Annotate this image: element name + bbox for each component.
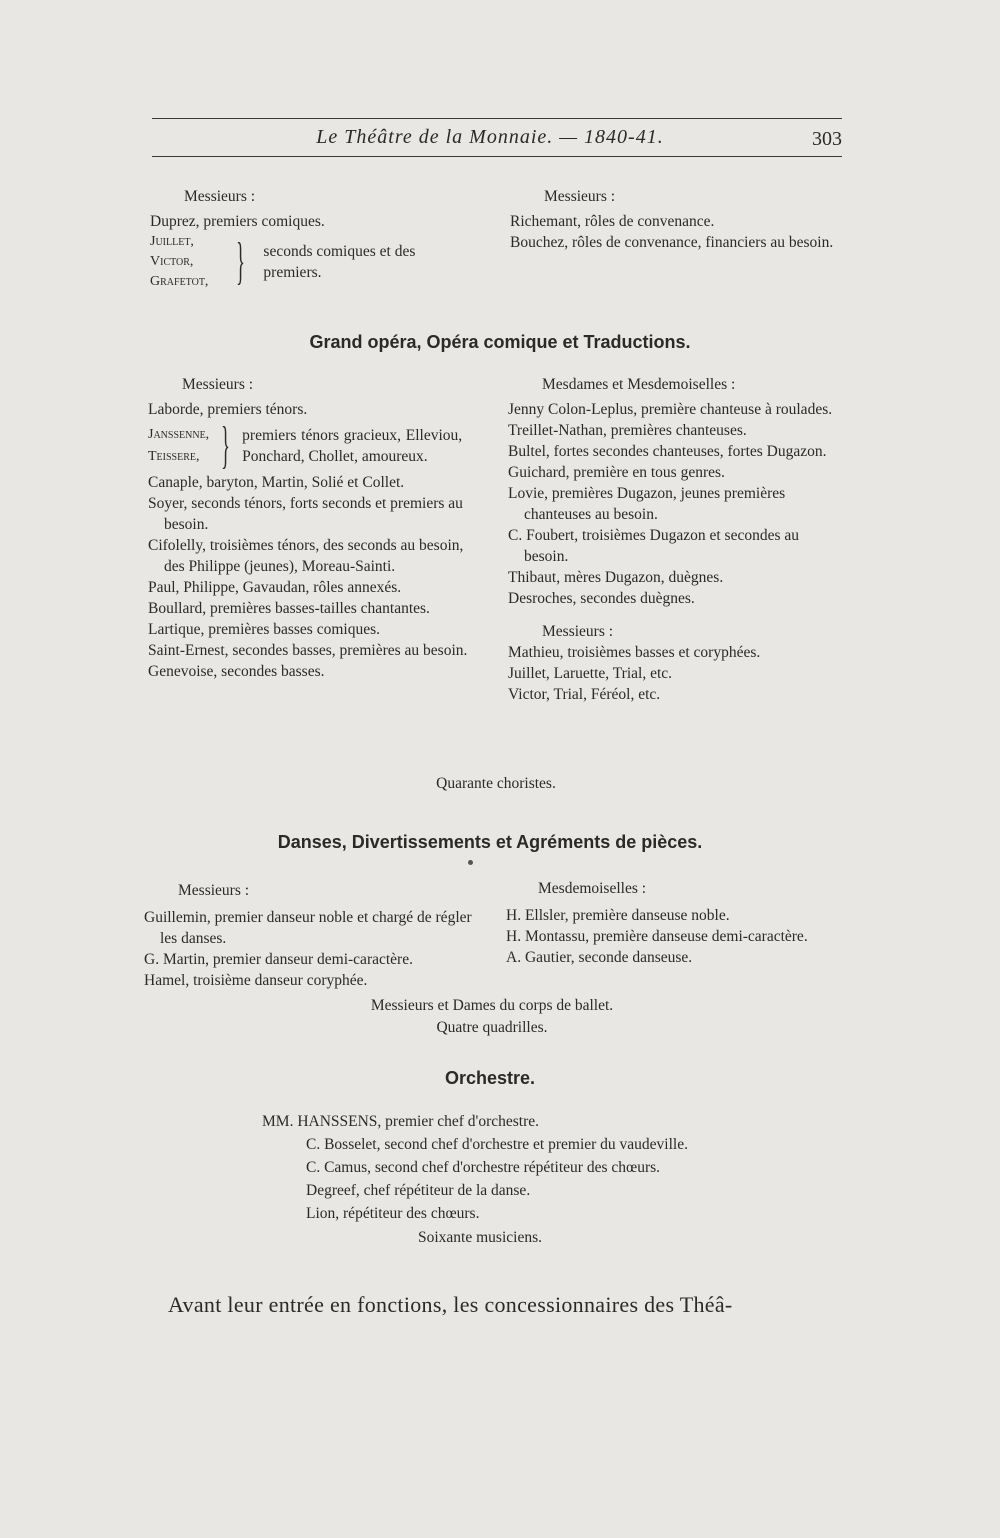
opera-entry: Saint-Ernest, secondes basses, premières au besoin. — [148, 642, 468, 659]
orchestra-footer: Soixante musiciens. — [418, 1229, 542, 1246]
dance-entry: H. Ellsler, première danseuse noble. — [506, 907, 730, 924]
orchestra-entry: C. Bosselet, second chef d'orchestre et premier du vaudeville. — [306, 1136, 688, 1153]
opera-left-column — [148, 374, 484, 682]
comedy-left-column — [150, 186, 490, 292]
opera-footer: Quarante choristes. — [436, 775, 556, 792]
header-top-rule — [152, 118, 842, 119]
brace-names — [150, 232, 208, 292]
opera-entry: Desroches, secondes duègnes. — [508, 590, 695, 607]
opera-left-heading: Messieurs : — [182, 376, 254, 393]
dance-section-title: Danses, Divertissements et Agréments de pièces. — [277, 832, 703, 852]
orchestra-section-title: Orchestre. — [444, 1068, 536, 1088]
comedy-right-column — [510, 186, 842, 253]
page-number: 303 — [812, 128, 842, 150]
orchestra-entry: Degreef, chef répétiteur de la danse. — [306, 1182, 531, 1199]
comedy-entry: Duprez, premiers comiques. — [150, 213, 325, 230]
opera-entry: Lovie, premières Dugazon, jeunes premières chanteuses au besoin. — [508, 485, 786, 523]
opera-entry: Boullard, premières basses-tailles chantantes. — [148, 600, 430, 617]
opera-entry: Mathieu, troisièmes basses et coryphées. — [508, 644, 761, 661]
opera-entry: Laborde, premiers ténors. — [148, 401, 308, 418]
brace-name: Janssenne, — [148, 427, 210, 442]
opera-entry: Thibaut, mères Dugazon, duègnes. — [508, 569, 724, 586]
comedy-entry: Bouchez, rôles de convenance, financiers au besoin. — [510, 234, 834, 251]
opera-right-heading-2: Messieurs : — [542, 623, 614, 640]
header-bottom-rule — [152, 156, 842, 157]
brace-names — [148, 424, 209, 468]
dance-right-column — [506, 878, 842, 968]
dance-left-heading: Messieurs : — [178, 882, 250, 899]
continuation-text: Avant leur entrée en fonctions, les concessionnaires des Théâ- — [168, 1292, 733, 1317]
dance-footer-1: Messieurs et Dames du corps de ballet. — [370, 997, 614, 1014]
opera-entry: Guichard, première en tous genres. — [508, 464, 725, 481]
opera-entry: Treillet-Nathan, premières chanteuses. — [508, 422, 747, 439]
opera-entry: Jenny Colon-Leplus, première chanteuse à roulades. — [508, 401, 833, 418]
opera-entry: Canaple, baryton, Martin, Solié et Collet. — [148, 474, 405, 491]
brace-description: seconds comiques et des premiers. — [263, 243, 416, 281]
opera-entry: Bultel, fortes secondes chanteuses, fortes Dugazon. — [508, 443, 827, 460]
dance-entry: A. Gautier, seconde danseuse. — [506, 949, 693, 966]
brace-name: Juillet, — [150, 234, 194, 249]
opera-entry: Cifolelly, troisièmes ténors, des seconds au besoin, des Philippe (jeunes), Moreau-Sainti. — [148, 537, 464, 575]
opera-right-column — [508, 374, 842, 705]
orchestra-entry: C. Camus, second chef d'orchestre répétiteur des chœurs. — [306, 1159, 661, 1176]
comedy-entry: Richemant, rôles de convenance. — [510, 213, 715, 230]
opera-section-title: Grand opéra, Opéra comique et Traductions. — [309, 332, 691, 352]
comedy-left-heading: Messieurs : — [184, 188, 256, 205]
dance-left-column — [144, 880, 484, 991]
comedy-brace-group — [150, 232, 490, 292]
opera-entry: Genevoise, secondes basses. — [148, 663, 325, 680]
running-title: Le Théâtre de la Monnaie. — 1840-41. — [316, 126, 664, 148]
opera-entry: Juillet, Laruette, Trial, etc. — [508, 665, 673, 682]
opera-entry: C. Foubert, troisièmes Dugazon et secondes au besoin. — [508, 527, 799, 565]
dance-footer-2: Quatre quadrilles. — [436, 1019, 548, 1036]
opera-right-heading: Mesdames et Mesdemoiselles : — [542, 376, 736, 393]
right-brace-icon: } — [236, 233, 246, 290]
brace-name: Grafetot, — [150, 274, 209, 289]
opera-entry: Lartique, premières basses comiques. — [148, 621, 380, 638]
comedy-right-heading: Messieurs : — [544, 188, 616, 205]
opera-entry: Soyer, seconds ténors, forts seconds et premiers au besoin. — [148, 495, 463, 533]
brace-description: premiers ténors gracieux, Elleviou, Ponchard, Chollet, amoureux. — [242, 427, 463, 465]
dance-right-heading: Mesdemoiselles : — [538, 880, 647, 897]
right-brace-icon: } — [221, 417, 231, 474]
ornament-dot-icon — [468, 860, 473, 865]
brace-name: Victor, — [150, 254, 194, 269]
dance-entry: Guillemin, premier danseur noble et chargé de régler les danses. — [144, 909, 472, 947]
dance-entry: Hamel, troisième danseur coryphée. — [144, 972, 368, 989]
orchestra-lead: MM. HANSSENS, premier chef d'orchestre. — [262, 1113, 540, 1130]
opera-entry: Paul, Philippe, Gavaudan, rôles annexés. — [148, 579, 402, 596]
brace-name: Teissere, — [148, 449, 200, 464]
opera-entry: Victor, Trial, Féréol, etc. — [508, 686, 661, 703]
opera-brace-group — [148, 417, 484, 474]
dance-entry: H. Montassu, première danseuse demi-caractère. — [506, 928, 808, 945]
dance-entry: G. Martin, premier danseur demi-caractère. — [144, 951, 413, 968]
orchestra-entry: Lion, répétiteur des chœurs. — [306, 1205, 480, 1222]
